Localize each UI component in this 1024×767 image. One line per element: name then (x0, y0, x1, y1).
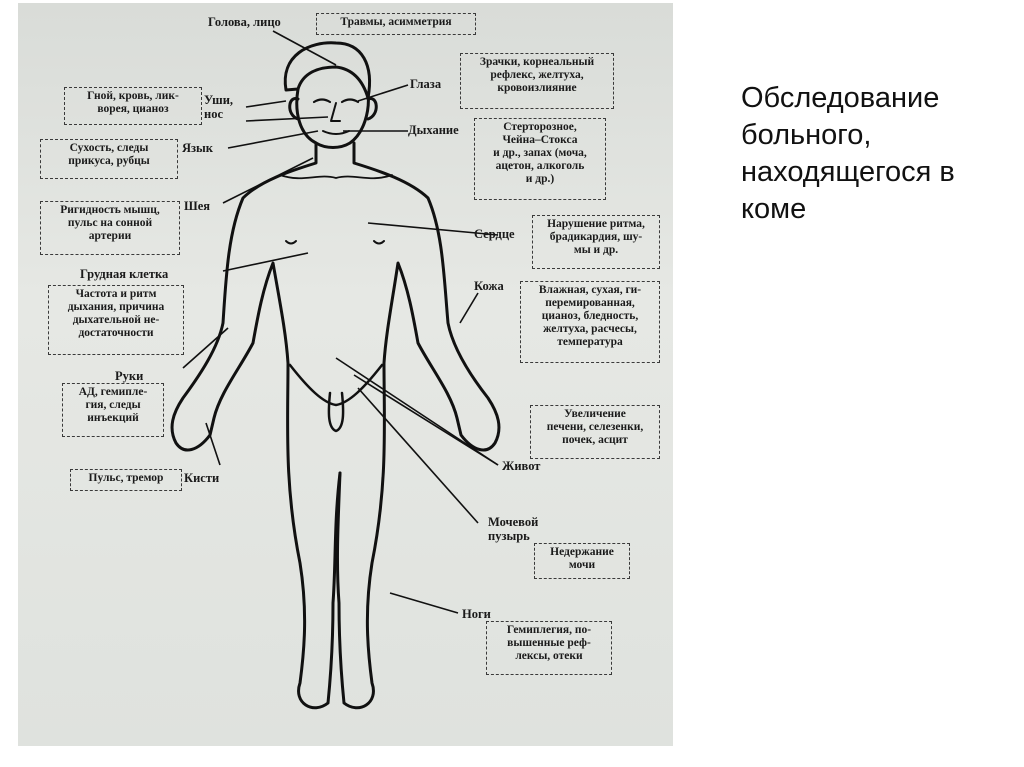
pointer-nose (246, 117, 328, 121)
box-legs: Гемиплегия, по- вышенные реф- лексы, отеки (486, 621, 612, 675)
label-hands: Кисти (184, 471, 220, 485)
pointer-neck (223, 158, 313, 203)
box-abdomen: Увеличение печени, селезенки, почек, асцит (530, 405, 660, 459)
label-legs: Ноги (462, 607, 491, 621)
nose-outline (331, 103, 340, 121)
pointer-head (273, 31, 336, 65)
box-bladder: Недержание мочи (534, 543, 630, 579)
label-abdomen: Живот (502, 459, 541, 473)
box-arms: АД, гемипле- гия, следы инъекций (62, 383, 164, 437)
nipple-left (286, 241, 296, 244)
pointer-hands (206, 423, 220, 465)
label-heart: Сердце (474, 227, 515, 241)
label-breathing: Дыхание (408, 123, 459, 137)
label-head: Голова, лицо (208, 15, 281, 29)
box-breath: Стерторозное, Чейна–Стокса и др., запах (моча, ацетон, алкоголь и др.) (474, 118, 606, 200)
label-bladder: Мочевой пузырь (488, 515, 539, 543)
label-skin: Кожа (474, 279, 504, 293)
box-skin: Влажная, сухая, ги- перемированная, цианоз, бледность, желтуха, расчесы, температура (520, 281, 660, 363)
genital-outline (329, 393, 343, 431)
slide-title: Обследование больного, находящегося в коме (741, 82, 955, 225)
box-trauma: Травмы, асимметрия (316, 13, 476, 35)
box-hands: Пульс, тремор (70, 469, 182, 491)
pointer-skin (460, 293, 478, 323)
label-chest: Грудная клетка (80, 267, 169, 281)
box-discharge: Гной, кровь, лик- ворея, цианоз (64, 87, 202, 125)
nipple-right (374, 241, 384, 244)
label-tongue: Язык (182, 141, 214, 155)
pointer-legs (390, 593, 458, 613)
box-tongue: Сухость, следы прикуса, рубцы (40, 139, 178, 179)
box-heart: Нарушение ритма, брадикардия, шу- мы и др. (532, 215, 660, 269)
pointer-abdomen-2 (354, 375, 498, 465)
pointer-ears (246, 101, 286, 107)
label-neck: Шея (184, 199, 211, 213)
right-eye-outline (342, 100, 358, 103)
box-chest: Частота и ритм дыхания, причина дыхательной не- достаточности (48, 285, 184, 355)
label-arms: Руки (115, 369, 144, 383)
pointer-bladder (358, 388, 478, 523)
left-eye-outline (314, 100, 330, 103)
pointer-tongue (228, 131, 318, 148)
body-left-outline (172, 143, 340, 708)
label-ears-nose: Уши, нос (204, 93, 234, 121)
body-examination-diagram (18, 3, 673, 746)
label-eyes: Глаза (410, 77, 442, 91)
pointer-chest (223, 253, 308, 271)
box-pupils: Зрачки, корнеальный рефлекс, желтуха, кровоизлияние (460, 53, 614, 109)
box-neck: Ригидность мышц, пульс на сонной артерии (40, 201, 180, 255)
collarbone-outline (280, 175, 392, 178)
